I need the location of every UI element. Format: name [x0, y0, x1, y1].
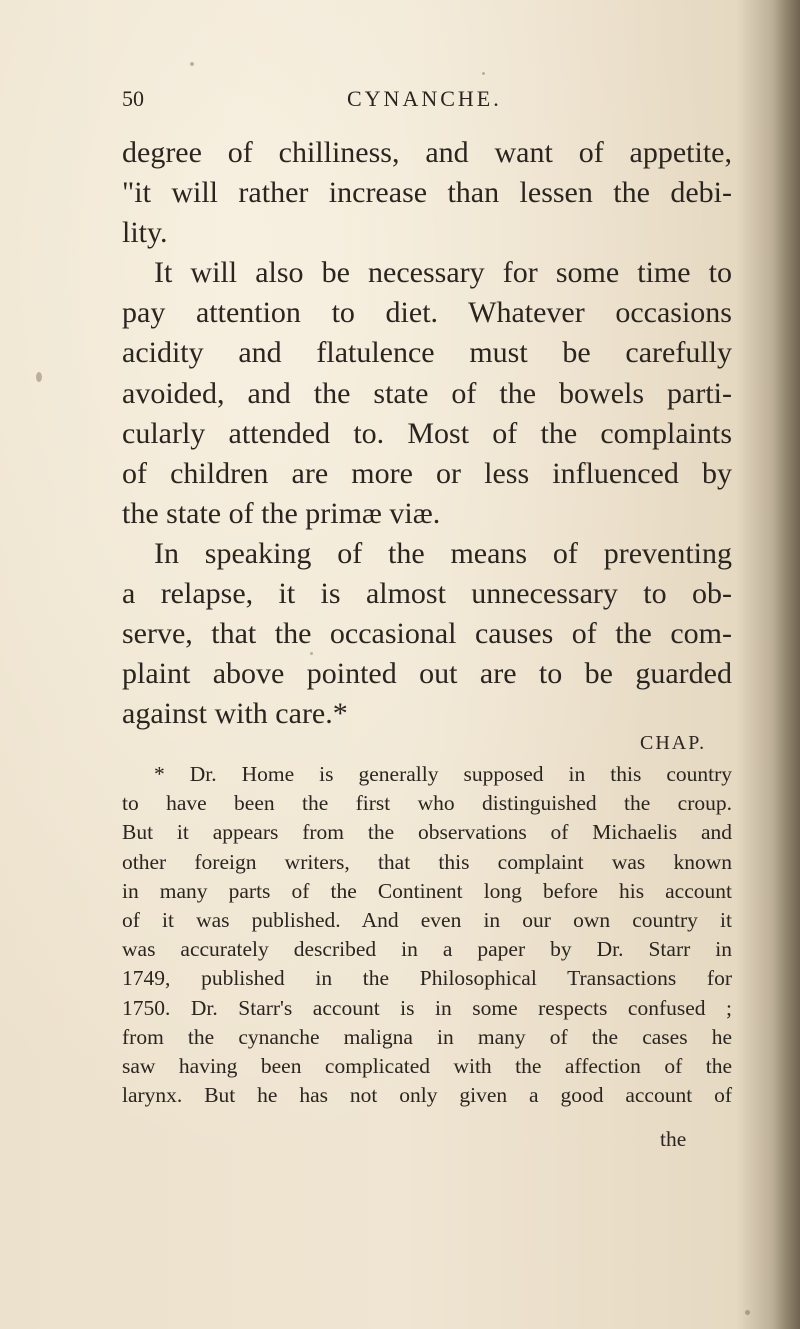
text-line: cularly attended to. Most of the complaints — [122, 416, 732, 450]
footnote-catchword: the — [660, 1127, 687, 1151]
text-line: lity. — [122, 216, 168, 250]
text-line: a relapse, it is almost unnecessary to ob- — [122, 577, 732, 611]
footnote — [122, 760, 732, 1110]
footnote-line: larynx. But he has not only given a good account of — [122, 1083, 732, 1108]
text-line: It will also be necessary for some time to — [154, 256, 732, 290]
paper-speck — [190, 62, 194, 66]
text-line: of children are more or less influenced by — [122, 456, 732, 490]
footnote-line: in many parts of the Continent long before his account — [122, 878, 732, 903]
running-head — [122, 86, 722, 118]
page-number: 50 — [122, 86, 144, 111]
paper-speck — [310, 652, 313, 655]
footnote-line: other foreign writers, that this complaint was known — [122, 849, 732, 874]
paper-speck — [36, 372, 42, 382]
footnote-line: of it was published. And even in our own country it — [122, 908, 732, 933]
catchword: CHAP. — [640, 732, 707, 754]
footnote-line: 1749, published in the Philosophical Transactions for — [122, 966, 732, 991]
body-text — [122, 133, 732, 734]
footnote-line: saw having been complicated with the affection of the — [122, 1054, 732, 1079]
footnote-line: But it appears from the observations of Michaelis and — [122, 820, 732, 845]
text-line: degree of chilliness, and want of appetite, — [122, 136, 732, 169]
footnote-line: * Dr. Home is generally supposed in this country — [154, 762, 732, 786]
paper-speck — [482, 72, 485, 75]
running-title: CYNANCHE. — [347, 86, 502, 111]
text-line: pay attention to diet. Whatever occasions — [122, 296, 732, 330]
footnote-line: to have been the first who distinguished the croup. — [122, 791, 732, 816]
text-line: serve, that the occasional causes of the com- — [122, 617, 732, 651]
text-line: In speaking of the means of preventing — [154, 536, 732, 570]
text-line: plaint above pointed out are to be guarded — [122, 657, 732, 691]
text-line: avoided, and the state of the bowels parti- — [122, 376, 732, 410]
text-line: acidity and flatulence must be carefully — [122, 336, 732, 370]
text-line: "it will rather increase than lessen the debi- — [122, 176, 732, 210]
footnote-line: from the cynanche maligna in many of the cases he — [122, 1024, 732, 1049]
page-edge-shadow — [772, 0, 800, 1329]
text-line: against with care.* — [122, 697, 348, 731]
paper-speck — [745, 1310, 750, 1315]
text-line: the state of the primæ viæ. — [122, 496, 441, 530]
footnote-line: 1750. Dr. Starr's account is in some respects confused ; — [122, 995, 732, 1020]
footnote-line: was accurately described in a paper by Dr. Starr in — [122, 937, 732, 962]
